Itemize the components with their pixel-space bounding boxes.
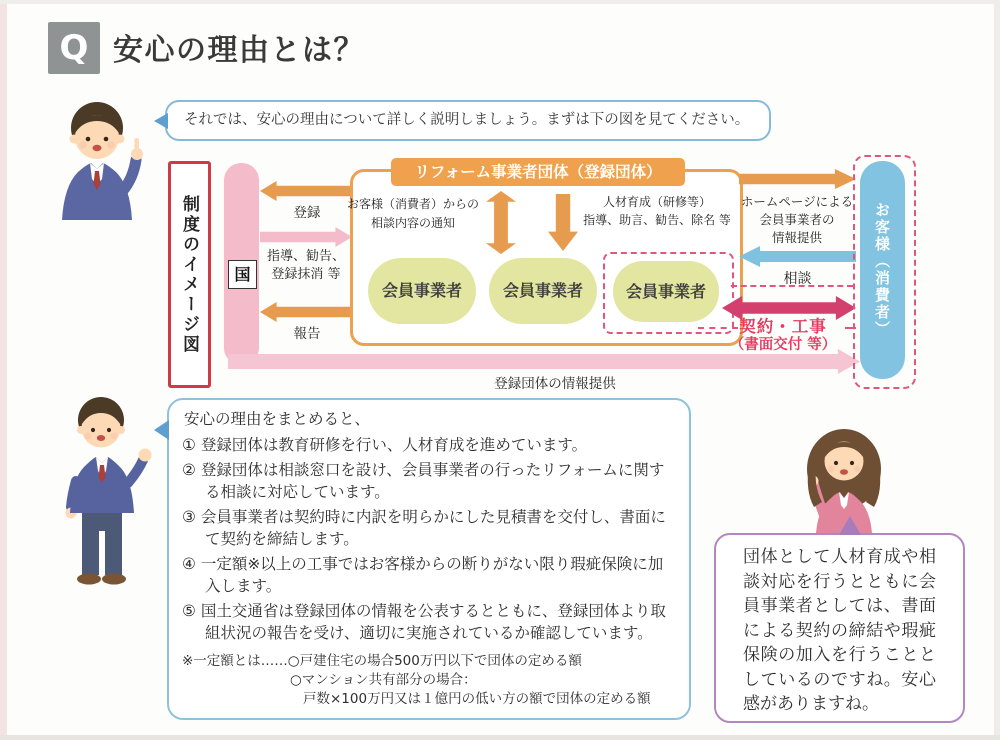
consult-notify-label — [346, 195, 480, 233]
scan-edge-bottom — [0, 735, 1000, 740]
register-arrow-label: 登録 — [293, 205, 321, 221]
summary-speech-bubble — [167, 398, 691, 720]
homepage-arrow-label-line1: ホームページによる — [740, 194, 854, 209]
consult-arrow — [739, 246, 856, 267]
report-arrow — [260, 302, 352, 322]
scan-edge-top — [0, 0, 1000, 4]
register-arrow — [260, 181, 352, 201]
top-speech-bubble-text: それでは、安心の理由について詳しく説明しましょう。まずは下の図を見てください。 — [184, 112, 750, 128]
top-speech-bubble — [165, 100, 771, 141]
guidance-arrow-label-line1: 指導、勧告、 — [266, 249, 345, 264]
hr-development-label — [578, 193, 736, 229]
hr-development-label-line2: 指導、助言、勧告、除名 等 — [583, 213, 731, 227]
summary-item-2: ② 登録団体は相談窓口を設け、会員事業者の行ったリフォームに関する相談に対応しています。 — [182, 461, 665, 501]
customer-bar-label: お客様（消費者） — [873, 202, 891, 338]
summary-item-1: ① 登録団体は教育研修を行い、人材育成を進めています。 — [182, 436, 588, 454]
page-title: 安心の理由とは？ — [113, 33, 365, 68]
scheme-side-label-box — [168, 161, 211, 388]
member-ellipse-1: 会員事業者 — [368, 258, 476, 324]
contract-corridor-dash-top — [731, 285, 853, 287]
scan-edge-left — [0, 0, 7, 740]
homepage-arrow-label — [733, 193, 861, 247]
report-arrow-label: 報告 — [293, 326, 321, 342]
contract-arrow-label-line1: 契約・工事 — [739, 317, 827, 336]
guidance-arrow — [260, 227, 352, 247]
guidance-arrow-label — [256, 248, 356, 283]
summary-note-line2: ○マンション共有部分の場合： — [290, 672, 477, 688]
consult-arrow-label: 相談 — [783, 271, 812, 287]
summary-speech-bubble-tail — [154, 420, 169, 440]
consult-notify-label-line1: お客様（消費者）からの — [346, 197, 479, 211]
contract-arrow-label-line2: （書面交付 等） — [729, 337, 837, 353]
top-speech-bubble-tail — [154, 113, 168, 129]
member-ellipse-2: 会員事業者 — [489, 258, 597, 324]
narrator-man-top-illustration — [40, 92, 155, 220]
homepage-arrow — [739, 169, 856, 189]
summary-item-5: ⑤ 国土交通省は登録団体の情報を公表するとともに、登録団体より取組状況の報告を受け、適切に実施されているか確認しています。 — [182, 602, 666, 642]
homepage-arrow-label-line2: 会員事業者の — [759, 212, 835, 227]
summary-intro: 安心の理由をまとめると、 — [184, 410, 371, 428]
customer-bar — [860, 161, 905, 379]
guidance-arrow-label-line2: 登録抹消 等 — [271, 266, 341, 282]
comment-speech-bubble — [714, 533, 965, 723]
q-badge: Q — [48, 22, 100, 74]
comment-speech-bubble-tail — [839, 516, 861, 535]
government-label: 国 — [228, 260, 257, 289]
summary-man-illustration — [40, 387, 165, 595]
scan-edge-right — [994, 0, 1000, 740]
consult-notify-label-line2: 相談内容の通知 — [370, 216, 455, 230]
member-ellipse-3: 会員事業者 — [613, 261, 719, 322]
summary-note-line3: 戸数×100万円又は１億円の低い方の額で団体の定める額 — [303, 691, 651, 707]
contract-arrow-label — [705, 317, 861, 354]
comment-text: 団体として人材育成や相談対応を行うとともに会員事業者としては、書面による契約の締結や瑕疵保険の加入を行うこととしているのですね。安心感がありますね。 — [743, 547, 936, 714]
summary-item-4: ④ 一定額※以上の工事ではお客様からの断りがない限り瑕疵保険に加入します。 — [182, 555, 664, 595]
hr-development-label-line1: 人材育成（研修等） — [602, 195, 711, 209]
scheme-side-label: 制度のイメージ図 — [179, 194, 199, 355]
summary-item-3: ③ 会員事業者は契約時に内訳を明らかにした見積書を交付し、書面にて契約を締結します。 — [182, 508, 666, 548]
summary-note-line1: ※一定額とは……○戸建住宅の場合500万円以下で団体の定める額 — [182, 653, 582, 669]
org-box-title: リフォーム事業者団体（登録団体） — [391, 158, 685, 186]
org-info-bar-label: 登録団体の情報提供 — [494, 376, 616, 392]
homepage-arrow-label-line3: 情報提供 — [771, 230, 822, 245]
